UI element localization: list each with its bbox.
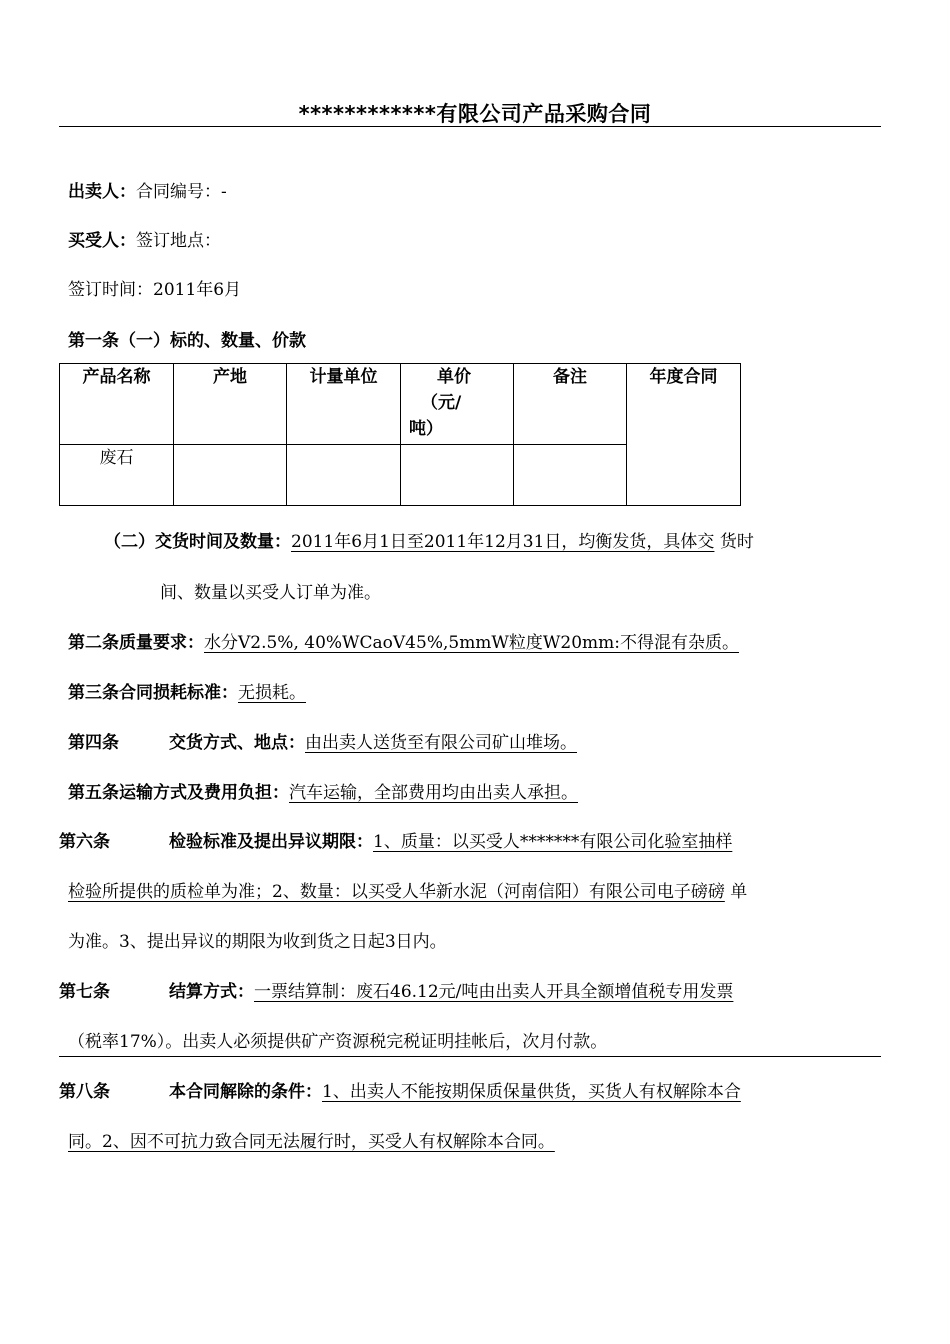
article2-label: 第二条质量要求： — [68, 633, 204, 653]
article8-label: 第八条 — [59, 1082, 110, 1102]
article6-text-2: 检验所提供的质检单为准；2、数量：以买受人华新水泥（河南信阳）有限公司电子磅磅 — [68, 882, 725, 902]
table-header-row — [60, 364, 741, 445]
article6-line-3: 为准。3、提出异议的期限为收到货之日起3日内。 — [68, 932, 447, 952]
col-unit-label: 计量单位 — [309, 367, 378, 387]
article5-text: 汽车运输，全部费用均由出卖人承担。 — [289, 783, 578, 803]
article4-text: 由出卖人送货至有限公司矿山堆场。 — [305, 733, 577, 753]
cell-price — [401, 445, 514, 506]
goods-table — [59, 363, 741, 506]
col-product-name — [60, 364, 174, 445]
col-price — [401, 364, 514, 445]
article4-sub: 交货方式、地点： — [169, 733, 305, 753]
seller-colon: ： — [119, 182, 136, 202]
article2-line — [68, 632, 739, 654]
section-rule — [59, 1056, 881, 1057]
cell-unit — [287, 445, 401, 506]
cell-product-value: 废石 — [99, 448, 134, 468]
delivery-text: 2011年6月1日至2011年12月31日，均衡发货，具体交 — [291, 532, 715, 552]
article7-text-1: 一票结算制：废石46.12元/吨由出卖人开具全额增值税专用发票 — [254, 982, 734, 1002]
col-product-name-label: 产品名称 — [82, 367, 151, 387]
article6-line-2 — [68, 881, 747, 903]
delivery-label: （二）交货时间及数量： — [104, 532, 291, 552]
article4-label: 第四条 — [68, 733, 119, 753]
col-unit — [287, 364, 401, 445]
article3-text: 无损耗。 — [238, 683, 306, 703]
article4-line — [68, 732, 119, 754]
col-annual-contract-label: 年度合同 — [649, 367, 718, 387]
cell-remark — [514, 445, 627, 506]
article5-line — [68, 782, 578, 804]
contract-number: 合同编号：- — [136, 182, 227, 202]
cell-origin — [174, 445, 287, 506]
article6-sub: 检验标准及提出异议期限： — [169, 832, 373, 852]
article8-text-1: 1、出卖人不能按期保质保量供货，买货人有权解除本合 — [322, 1082, 741, 1102]
article4-body — [169, 732, 577, 754]
sign-time: 签订时间：2011年6月 — [68, 280, 242, 300]
article3-label: 第三条合同损耗标准： — [68, 683, 238, 703]
col-price-label: 单价 — [437, 367, 471, 387]
delivery-line — [104, 531, 754, 553]
col-price-unit-1: （元/ — [421, 393, 462, 413]
article2-text: 水分V2.5%, 40%WCaoV45%,5mmW粒度W20mm:不得混有杂质。 — [204, 633, 739, 653]
article7-line-2: （税率17%）。出卖人必须提供矿产资源税完税证明挂帐后，次月付款。 — [68, 1032, 608, 1052]
seller-label: 出卖人 — [68, 182, 119, 202]
cell-product — [60, 445, 174, 506]
article6-text-2-tail: 单 — [730, 882, 748, 902]
article6-label: 第六条 — [59, 832, 110, 852]
article6-text-1: 1、质量：以买受人*******有限公司化验室抽样 — [373, 832, 733, 852]
sign-place: 签订地点： — [136, 231, 221, 251]
article8-line-1 — [169, 1081, 741, 1103]
article1-heading: 第一条（一）标的、数量、价款 — [68, 331, 306, 351]
col-origin — [174, 364, 287, 445]
title-rule — [59, 126, 881, 127]
col-annual-contract — [627, 364, 741, 506]
col-origin-label: 产地 — [213, 367, 247, 387]
buyer-label: 买受人 — [68, 231, 119, 251]
article7-sub: 结算方式： — [169, 982, 254, 1002]
article5-label: 第五条运输方式及费用负担： — [68, 783, 289, 803]
col-price-unit-2: 吨） — [409, 419, 443, 439]
article7-line-1 — [169, 981, 733, 1003]
article8-sub: 本合同解除的条件： — [169, 1082, 322, 1102]
article3-line — [68, 682, 306, 704]
article8-line-2: 同。2、因不可抗力致合同无法履行时，买受人有权解除本合同。 — [68, 1132, 555, 1152]
col-remark-label: 备注 — [553, 367, 587, 387]
seller-line — [68, 181, 227, 203]
buyer-colon: ： — [119, 231, 136, 251]
article7-label: 第七条 — [59, 982, 110, 1002]
buyer-line — [68, 230, 221, 252]
document-title: ************有限公司产品采购合同 — [298, 102, 652, 126]
delivery-line-2: 间、数量以买受人订单为准。 — [160, 583, 381, 603]
col-remark — [514, 364, 627, 445]
delivery-tail: 货时 — [719, 532, 754, 552]
article6-line-1 — [169, 831, 732, 853]
